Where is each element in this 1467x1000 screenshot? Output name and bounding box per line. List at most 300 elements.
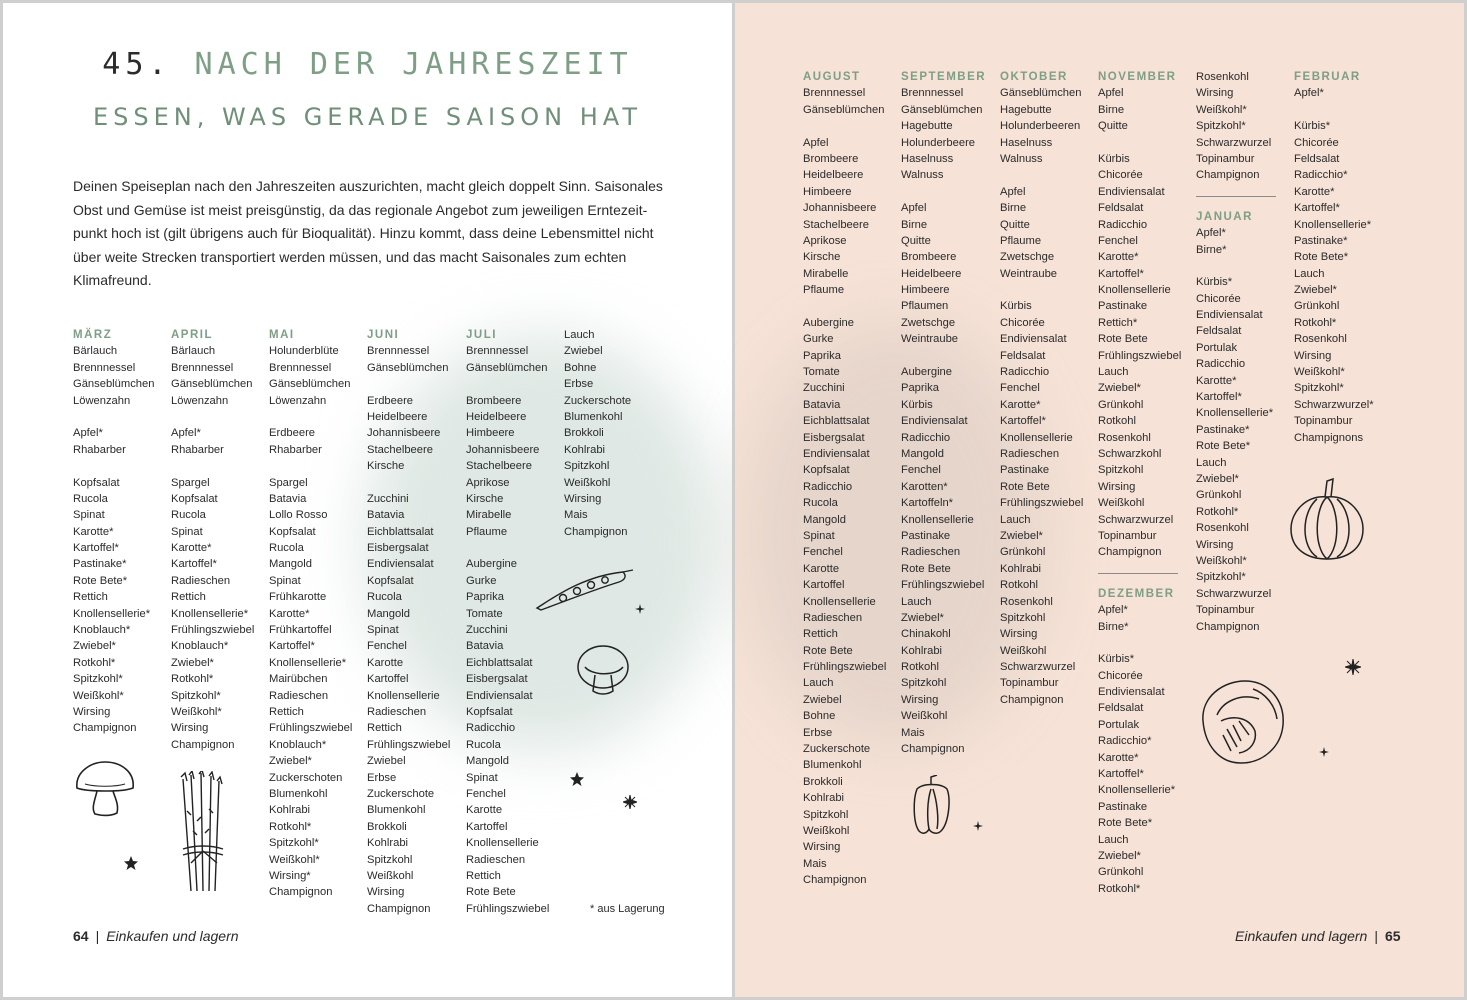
produce-item: Rotkohl* <box>269 820 312 833</box>
produce-item: Gänseblümchen <box>901 103 983 116</box>
produce-item: Birne* <box>1098 620 1129 633</box>
produce-item: Spitzkohl <box>901 677 947 690</box>
produce-item: Topinambur <box>1294 415 1353 428</box>
produce-item: Spitzkohl <box>367 853 413 866</box>
produce-item: Frühlingszwiebel <box>1000 497 1084 510</box>
produce-item: Feldsalat <box>1000 349 1046 362</box>
produce-item: Weißkohl* <box>1196 554 1247 567</box>
produce-item: Weißkohl <box>367 869 414 882</box>
produce-item: Brokkoli <box>564 427 604 440</box>
produce-item: Wirsing <box>1196 538 1234 551</box>
produce-item: Löwenzahn <box>171 394 229 407</box>
produce-item: Lauch <box>1294 267 1325 280</box>
produce-item: Zwiebel* <box>1196 473 1239 485</box>
produce-item: Grünkohl <box>1294 300 1340 313</box>
produce-item: Weißkohl <box>1098 497 1145 510</box>
produce-item: Wirsing <box>1098 480 1136 493</box>
list-gap <box>269 409 369 425</box>
produce-item: Gurke <box>466 574 497 587</box>
produce-item: Knollensellerie <box>803 595 876 608</box>
produce-item: Stachelbeere <box>367 443 433 456</box>
month-heading: AUGUST <box>803 71 861 83</box>
produce-item: Kohlrabi <box>269 804 311 817</box>
produce-item: Radicchio <box>466 722 516 735</box>
folio-left <box>73 928 239 944</box>
produce-item: Kartoffel <box>803 579 845 592</box>
produce-item: Aubergine <box>803 316 855 329</box>
produce-item: Weißkohl* <box>171 706 222 718</box>
produce-item: Grünkohl <box>1098 866 1144 879</box>
produce-item: Karotte* <box>1196 374 1237 387</box>
produce-item: Rucola <box>171 509 206 522</box>
produce-item: Zwiebel <box>367 755 406 768</box>
page-number: 65 <box>1384 928 1401 944</box>
produce-item: Zuckerschote <box>803 743 871 756</box>
produce-item: Kürbis* <box>1294 120 1331 133</box>
produce-item: Eichblattsalat <box>803 415 870 428</box>
produce-item: Spitzkohl <box>803 808 849 821</box>
produce-item: Rotkohl <box>901 661 939 674</box>
produce-item: Himbeere <box>901 284 950 297</box>
produce-item: Karotte* <box>1098 751 1139 764</box>
produce-item: Batavia <box>466 640 504 653</box>
produce-item: Frühlingszwiebel <box>803 661 887 674</box>
produce-item: Champignon <box>1098 546 1162 559</box>
produce-item: Frühlingszwiebel <box>466 902 550 915</box>
produce-item: Knollensellerie <box>901 513 974 526</box>
produce-item: Rhabarber <box>73 443 126 456</box>
produce-item: Lauch <box>1098 366 1129 379</box>
produce-item: Kürbis <box>901 398 933 411</box>
produce-item: Haselnuss <box>1000 136 1053 149</box>
list-gap <box>171 458 271 474</box>
produce-item: Frühlingszwiebel <box>171 624 255 637</box>
month-heading: SEPTEMBER <box>901 71 987 83</box>
produce-item: Lauch <box>1000 513 1031 526</box>
produce-item: Zwiebel* <box>1098 382 1141 395</box>
folio-right <box>1235 928 1401 944</box>
produce-item: Fenchel <box>803 546 843 559</box>
produce-item: Blumenkohl <box>367 804 426 817</box>
produce-item: Spinat <box>171 525 203 538</box>
produce-item: Radieschen <box>901 546 961 559</box>
produce-item: Endiviensalat <box>466 689 533 702</box>
produce-item: Spinat <box>367 624 399 637</box>
produce-item: Weißkohl <box>803 824 850 837</box>
section-name: Einkaufen und lagern <box>106 928 239 944</box>
produce-item: Radieschen <box>803 611 863 624</box>
produce-item: Pflaume <box>1000 234 1042 247</box>
produce-item: Schwarzwurzel* <box>1294 398 1374 411</box>
produce-item: Chicorée <box>1000 316 1045 329</box>
produce-item: Champignon <box>803 874 867 887</box>
produce-item: Radieschen <box>466 853 526 866</box>
produce-item: Champignon <box>367 902 431 915</box>
asparagus-icon <box>161 771 241 896</box>
produce-item: Karotte* <box>1294 185 1335 198</box>
produce-item: Kartoffel* <box>1098 768 1144 781</box>
produce-item: Mirabelle <box>803 267 849 280</box>
produce-item: Schwarzwurzel <box>1196 587 1272 600</box>
produce-item: Karotte* <box>171 542 212 555</box>
produce-item: Gänseblümchen <box>73 378 155 391</box>
produce-item: Knoblauch* <box>73 624 131 637</box>
month-column-oktober <box>1000 69 1100 708</box>
produce-item: Knoblauch* <box>171 640 229 653</box>
produce-item: Radicchio <box>1196 358 1246 371</box>
produce-item: Zwiebel <box>803 693 842 706</box>
produce-item: Feldsalat <box>1098 702 1144 715</box>
produce-item: Zuckerschote <box>564 394 632 407</box>
produce-item: Haselnuss <box>901 152 954 165</box>
produce-item: Spitzkohl* <box>171 689 221 702</box>
month-heading: MAI <box>269 329 295 341</box>
produce-item: Paprika <box>466 591 504 604</box>
produce-item: Gänseblümchen <box>466 361 548 374</box>
month-column-august <box>803 69 903 889</box>
produce-item: Chicorée <box>1294 136 1339 149</box>
produce-item: Kartoffel* <box>269 640 315 653</box>
produce-item: Wirsing <box>1196 87 1234 100</box>
produce-item: Radicchio <box>901 431 951 444</box>
produce-item: Champignon <box>73 722 137 735</box>
produce-item: Champignon <box>171 738 235 751</box>
produce-item: Rettich <box>269 706 304 718</box>
produce-item: Kopfsalat <box>367 574 414 587</box>
produce-item: Rosenkohl <box>1196 522 1249 535</box>
produce-item: Aubergine <box>466 558 518 571</box>
produce-item: Brokkoli <box>367 820 407 833</box>
produce-item: Zucchini <box>466 624 508 637</box>
produce-item: Himbeere <box>466 427 515 440</box>
produce-item: Schwarzwurzel <box>1000 661 1076 674</box>
produce-item: Chicorée <box>1098 669 1143 682</box>
mushroom-top-icon <box>575 641 635 699</box>
produce-item: Knollensellerie* <box>1196 407 1274 420</box>
produce-item: Endiviensalat <box>1098 686 1165 699</box>
produce-item: Wirsing <box>367 886 405 899</box>
produce-item: Batavia <box>269 492 307 505</box>
produce-item: Weißkohl* <box>73 689 124 702</box>
produce-item: Kartoffeln* <box>901 497 954 510</box>
produce-item: Spinat <box>269 574 301 587</box>
produce-item: Champignon <box>1196 169 1260 182</box>
produce-item: Spitzkohl <box>1098 464 1144 477</box>
folio-separator: | <box>95 928 100 944</box>
produce-item: Mangold <box>269 558 312 571</box>
produce-item: Kohlrabi <box>367 837 409 850</box>
produce-item: Batavia <box>803 398 841 411</box>
produce-item: Rote Bete <box>803 644 853 657</box>
produce-item: Lauch <box>803 677 834 690</box>
list-gap <box>269 458 369 474</box>
produce-item: Rosenkohl <box>1000 595 1053 608</box>
produce-item: Knollensellerie* <box>73 607 151 620</box>
produce-item: Mangold <box>367 607 410 620</box>
produce-item: Walnuss <box>1000 152 1043 165</box>
produce-item: Rettich <box>73 591 108 604</box>
list-gap <box>901 348 1001 364</box>
produce-item: Kopfsalat <box>803 464 850 477</box>
produce-item: Weintraube <box>1000 267 1058 280</box>
produce-item: Apfel* <box>1098 604 1128 617</box>
produce-item: Mangold <box>803 513 846 526</box>
list-gap <box>1000 282 1100 298</box>
produce-item: Weißkohl <box>564 476 611 489</box>
produce-item: Kürbis* <box>1098 653 1135 666</box>
produce-item: Bärlauch <box>73 345 118 358</box>
produce-item: Stachelbeere <box>466 460 532 473</box>
produce-item: Rotkohl* <box>73 656 116 669</box>
produce-item: Bohne <box>564 361 597 374</box>
produce-item: Blumenkohl <box>803 759 862 772</box>
month-column-maerz <box>73 327 173 737</box>
produce-item: Stachelbeere <box>803 218 869 231</box>
footnote: * aus Lagerung <box>590 903 665 915</box>
produce-item: Kartoffel* <box>171 558 217 571</box>
produce-item: Rosenkohl <box>1196 71 1249 83</box>
produce-item: Grünkohl <box>1196 489 1242 502</box>
produce-item: Rucola <box>73 492 108 505</box>
list-gap <box>171 409 271 425</box>
produce-item: Pastinake <box>1000 464 1050 477</box>
produce-item: Rosenkohl <box>1098 431 1151 444</box>
star-icon <box>1345 659 1361 675</box>
list-gap <box>73 409 173 425</box>
produce-item: Rote Bete* <box>73 574 128 587</box>
produce-item: Mirabelle <box>466 509 512 522</box>
produce-item: Radicchio <box>803 480 853 493</box>
divider <box>1098 573 1178 574</box>
produce-item: Birne <box>901 218 928 231</box>
produce-item: Holunderbeere <box>901 136 976 149</box>
produce-item: Brokkoli <box>803 775 843 788</box>
produce-item: Topinambur <box>1196 152 1255 165</box>
produce-item: Pastinake* <box>1196 423 1250 436</box>
produce-item: Portulak <box>1098 718 1140 731</box>
produce-item: Spitzkohl <box>1000 611 1046 624</box>
produce-item: Johannisbeere <box>367 427 441 440</box>
produce-item: Birne <box>1098 103 1125 116</box>
produce-item: Brennnessel <box>803 87 866 100</box>
produce-item: Rotkohl* <box>171 673 214 686</box>
star-icon <box>623 795 637 809</box>
produce-item: Mangold <box>466 755 509 768</box>
produce-item: Grünkohl <box>1098 398 1144 411</box>
produce-item: Brennnessel <box>171 361 234 374</box>
produce-item: Brombeere <box>803 152 859 165</box>
produce-item: Löwenzahn <box>269 394 327 407</box>
produce-item: Rote Bete <box>466 886 516 899</box>
produce-item: Radieschen <box>269 689 329 702</box>
star-icon <box>635 604 645 614</box>
produce-item: Rucola <box>803 497 838 510</box>
produce-item: Kirsche <box>803 251 841 264</box>
produce-item: Knollensellerie* <box>1294 218 1372 231</box>
produce-item: Paprika <box>901 382 939 395</box>
produce-item: Apfel* <box>1196 227 1226 240</box>
month-heading: OKTOBER <box>1000 71 1068 83</box>
produce-item: Knollensellerie <box>367 689 440 702</box>
produce-item: Tomate <box>803 366 840 379</box>
produce-item: Radicchio* <box>1294 169 1348 182</box>
month-column-juli <box>466 327 566 917</box>
produce-item: Apfel* <box>1294 87 1324 100</box>
produce-item: Schwarzwurzel <box>1098 513 1174 526</box>
produce-item: Blumenkohl <box>269 787 328 800</box>
produce-item: Rotkohl <box>1000 579 1038 592</box>
produce-item: Karotte <box>803 562 840 575</box>
produce-item: Weißkohl* <box>269 853 320 866</box>
produce-item: Champignon <box>269 886 333 899</box>
right-page <box>735 3 1464 997</box>
produce-item: Apfel <box>901 202 927 215</box>
produce-item: Zwiebel* <box>1098 850 1141 862</box>
month-heading: JANUAR <box>1196 210 1253 223</box>
produce-item: Quitte <box>901 234 931 247</box>
produce-item: Frühlingszwiebel <box>901 579 985 592</box>
produce-item: Rotkohl <box>1098 415 1136 428</box>
produce-item: Mangold <box>901 448 944 460</box>
produce-item: Walnuss <box>901 169 944 182</box>
produce-item: Birne* <box>1196 243 1227 256</box>
produce-item: Heidelbeere <box>803 169 864 182</box>
produce-item: Fenchel <box>901 464 941 477</box>
title-number: 45. <box>102 47 172 82</box>
produce-item: Brennnessel <box>901 87 964 100</box>
produce-item: Zwiebel* <box>1294 284 1337 297</box>
produce-item: Radieschen <box>367 706 427 718</box>
month-column-juli-continued <box>564 327 664 540</box>
produce-item: Zwiebel <box>564 345 603 358</box>
list-gap <box>466 540 566 556</box>
list-gap <box>1000 167 1100 183</box>
list-gap <box>1098 635 1198 651</box>
produce-item: Hagebutte <box>1000 103 1052 116</box>
produce-item: Zwiebel* <box>171 656 214 669</box>
month-heading: JULI <box>466 329 497 341</box>
produce-item: Mairübchen <box>269 673 328 686</box>
produce-item: Portulak <box>1196 341 1238 354</box>
month-heading: DEZEMBER <box>1098 587 1175 600</box>
month-column-mai <box>269 327 369 901</box>
month-column-april <box>171 327 271 753</box>
produce-item: Johannisbeere <box>803 202 877 215</box>
produce-item: Rote Bete <box>1000 480 1050 493</box>
produce-item: Gänseblümchen <box>269 378 351 391</box>
produce-item: Kirsche <box>466 492 504 505</box>
produce-item: Kohlrabi <box>564 443 606 456</box>
produce-item: Rettich* <box>1098 316 1138 329</box>
produce-item: Weißkohl* <box>1196 103 1247 116</box>
produce-item: Frühlingszwiebel <box>269 722 353 735</box>
month-column-dezember-continued <box>1196 69 1296 635</box>
produce-item: Rhabarber <box>171 443 224 456</box>
produce-item: Rettich <box>466 869 501 882</box>
produce-item: Erbse <box>367 771 397 784</box>
produce-item: Himbeere <box>803 185 852 198</box>
month-column-september <box>901 69 1001 757</box>
produce-item: Wirsing <box>1000 628 1038 641</box>
produce-item: Brennnessel <box>73 361 136 374</box>
produce-item: Weißkohl <box>901 710 948 723</box>
produce-item: Wirsing <box>1294 349 1332 362</box>
produce-item: Chinakohl <box>901 628 951 641</box>
produce-item: Champignons <box>1294 431 1364 444</box>
produce-item: Bärlauch <box>171 345 216 358</box>
produce-item: Spitzkohl* <box>1196 571 1246 584</box>
produce-item: Rotkohl* <box>1196 505 1239 518</box>
produce-item: Pastinake* <box>73 558 127 571</box>
page-subtitle: ESSEN, WAS GERADE SAISON HAT <box>92 103 642 131</box>
produce-item: Fenchel <box>367 640 407 653</box>
produce-item: Pastinake* <box>1294 234 1348 247</box>
produce-item: Kopfsalat <box>73 476 120 489</box>
produce-item: Rucola <box>269 542 304 555</box>
list-gap <box>1098 135 1198 151</box>
star-icon <box>1319 747 1329 757</box>
produce-item: Apfel <box>1098 87 1124 100</box>
section-name: Einkaufen und lagern <box>1235 928 1368 944</box>
produce-item: Spinat <box>73 509 105 522</box>
list-gap <box>901 184 1001 200</box>
produce-item: Pastinake <box>1098 300 1148 313</box>
produce-item: Knollensellerie* <box>171 607 249 620</box>
produce-item: Eichblattsalat <box>367 525 434 538</box>
list-gap <box>1294 102 1394 118</box>
produce-item: Frühkarotte <box>269 591 327 604</box>
produce-item: Quitte <box>1098 120 1128 133</box>
produce-item: Lollo Rosso <box>269 509 328 522</box>
produce-item: Kartoffel <box>367 673 409 686</box>
produce-item: Topinambur <box>1000 677 1059 690</box>
produce-item: Zwiebel* <box>901 611 944 624</box>
produce-item: Batavia <box>367 509 405 522</box>
produce-item: Kartoffel* <box>1294 202 1340 215</box>
produce-item: Apfel <box>803 136 829 149</box>
produce-item: Apfel* <box>73 427 103 440</box>
produce-item: Karotte* <box>73 525 114 538</box>
produce-item: Johannisbeere <box>466 443 540 456</box>
produce-item: Holunderbeeren <box>1000 120 1081 133</box>
produce-item: Eichblattsalat <box>466 656 533 669</box>
produce-item: Aubergine <box>901 366 953 379</box>
produce-item: Brennnessel <box>269 361 332 374</box>
produce-item: Löwenzahn <box>73 394 131 407</box>
list-gap <box>73 458 173 474</box>
produce-item: Frühkartoffel <box>269 624 332 637</box>
produce-item: Wirsing* <box>269 869 311 882</box>
produce-item: Rotkohl* <box>1294 316 1337 329</box>
produce-item: Tomate <box>466 607 503 620</box>
produce-item: Frühlingszwiebel <box>367 738 451 751</box>
produce-item: Wirsing <box>171 722 209 735</box>
page-title <box>3 47 732 82</box>
produce-item: Spitzkohl* <box>269 837 319 850</box>
produce-item: Birne <box>1000 202 1027 215</box>
produce-item: Apfel <box>1000 185 1026 198</box>
produce-item: Kohlrabi <box>901 644 943 657</box>
produce-item: Champignon <box>901 743 965 756</box>
produce-item: Endiviensalat <box>1000 333 1067 346</box>
list-gap <box>803 298 903 314</box>
produce-item: Kohlrabi <box>803 792 845 805</box>
produce-item: Endiviensalat <box>901 415 968 428</box>
produce-item: Pastinake <box>1098 800 1148 813</box>
produce-item: Kopfsalat <box>466 706 513 718</box>
produce-item: Radieschen <box>1000 448 1060 460</box>
produce-item: Weintraube <box>901 333 959 346</box>
